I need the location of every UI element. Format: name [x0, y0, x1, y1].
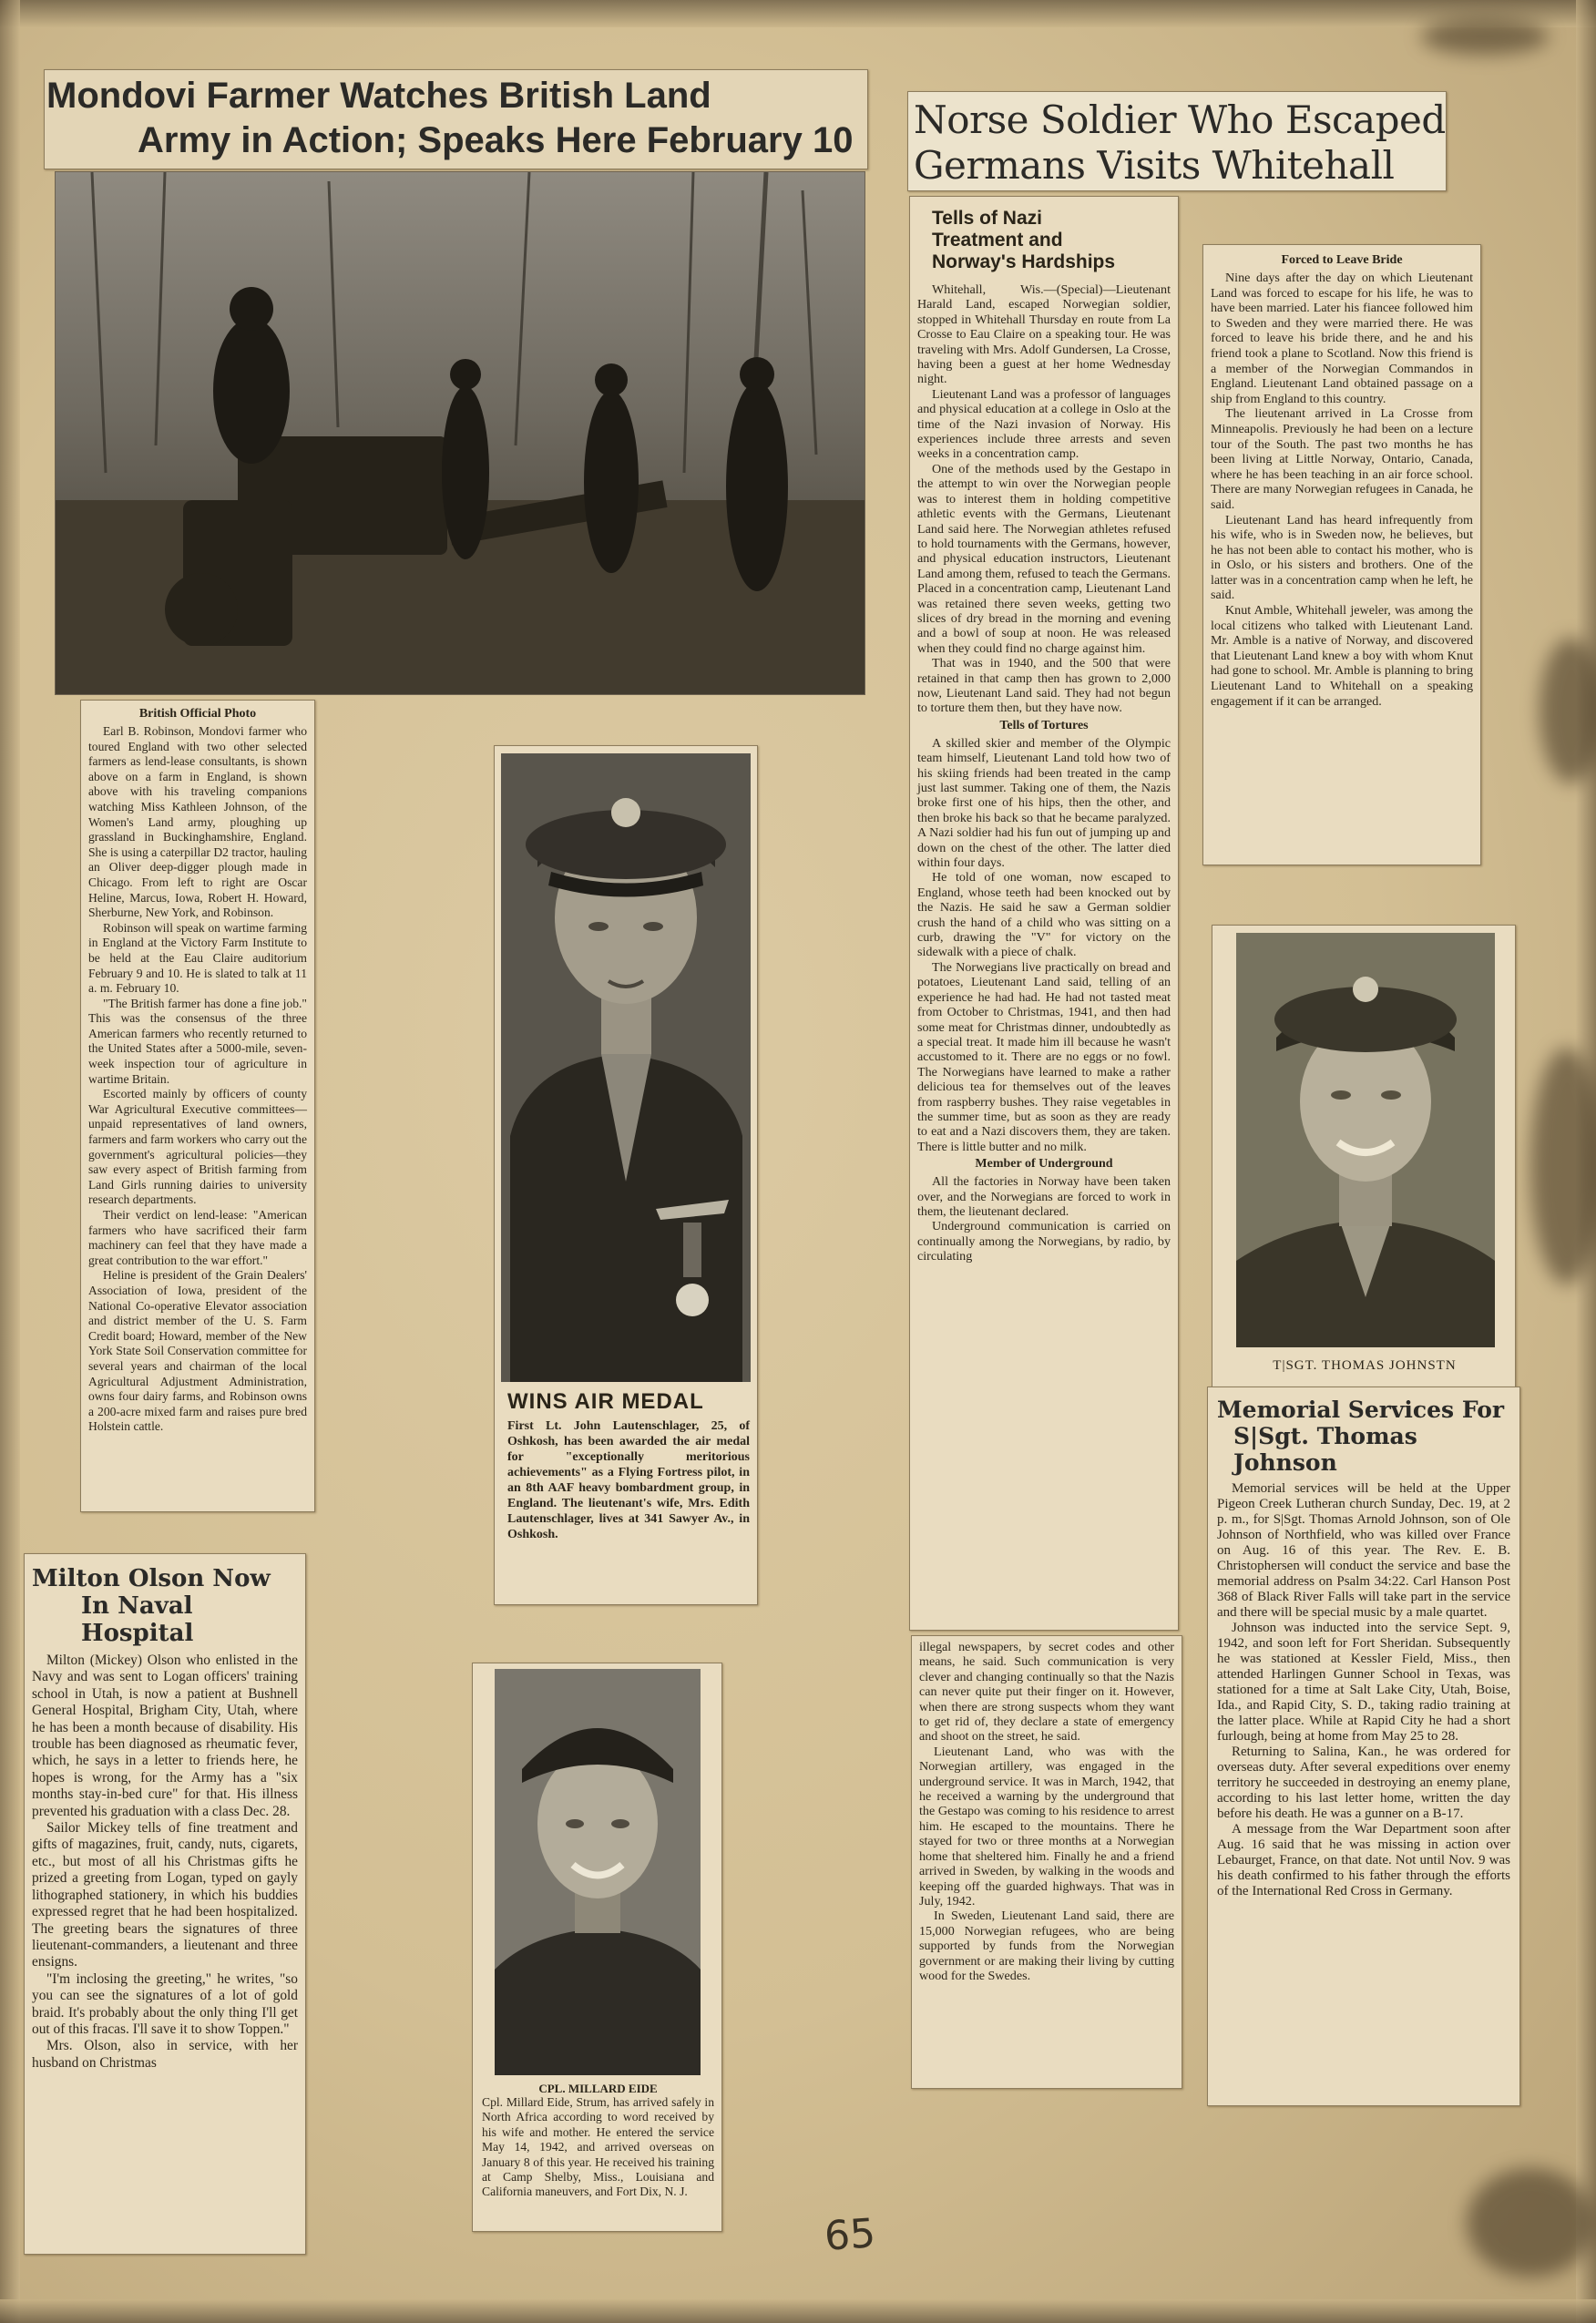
page-number: 65 [823, 2210, 877, 2260]
norse-headline-line2: Germans Visits Whitehall [914, 143, 1395, 188]
norse-headline-line1: Norse Soldier Who Escaped [914, 97, 1446, 142]
edge-stain [1530, 1048, 1596, 1284]
paragraph: Mrs. Olson, also in service, with her husband on Christmas [32, 2038, 298, 2071]
norse-body-2 [919, 1640, 1174, 1983]
air-medal-caption-text: First Lt. John Lautenschlager, 25, of Oshkosh, has been awarded the air medal for "exceptionally meritorious achievements" as a Flying Fortress pilot, in an 8th AAF heavy bombardment group, in England. The lieutenant's wife, Mrs. Edith Lautenschlager, lives at 341 Sawyer Av., in Oshkosh. [507, 1419, 750, 1541]
paragraph: All the factories in Norway have been taken over, and the Norwegians are forced to work in them, the lieutenant declared. [917, 1174, 1171, 1219]
johnson-portrait [1236, 933, 1495, 1347]
johnson-body [1217, 1481, 1510, 1899]
norse-subhead [932, 208, 1171, 273]
soldier-portrait-image [495, 1669, 701, 2075]
edge-stain [1421, 18, 1549, 55]
johnson-photo-clipping [1212, 925, 1516, 1387]
paragraph: Sailor Mickey tells of fine treatment and gifts of magazines, fruit, candy, nuts, cigarets, etc., but most of all his Christmas gifts he prized a greeting from Logan, typed on gayly lithographed stationery, in which his buddies expressed regret that he had been hospitalized. The greeting bears the signatures of three lieutenant-commanders, a lieutenant and three ensigns. [32, 1820, 298, 1970]
paragraph: Lieutenant Land has heard infrequently from his wife, who is in Sweden now, he believes, but he has not been able to contact his mother, who is in Oslo, or his sisters and brothers. One of the latter was in a concentration camp when he left, he said. [1211, 512, 1473, 603]
paragraph: Milton (Mickey) Olson who enlisted in the Navy and was sent to Logan officers' training school in Utah, is now a patient at Bushnell General Hospital, Brigham City, Utah, where he has been a month because of disability. His trouble has been diagnosed as rheumatic fever, which, he says in a letter to friends here, he hopes is wrong, for the Army has a "six months stay-in-bed cure" for that. His illness prevented his graduation with a class Dec. 28. [32, 1653, 298, 1819]
eide-portrait [495, 1669, 701, 2075]
paragraph: Knut Amble, Whitehall jeweler, was among the local citizens who talked with Lieutenant Land. Mr. Amble is a native of Norway, and discovered that Lieutenant Land knew a boy with whom Knut had gone to school. Mr. Amble is planning to bring Lieutenant Land to Whitehall on a speaking engagement if it can be arranged. [1211, 603, 1473, 709]
paragraph: Johnson was inducted into the service Sept. 9, 1942, and soon left for Fort Sheridan. Subsequently he was stationed at Kessler Field, Miss., then attended Harlingen Gunner School in Texas, was stationed for a time at Salt Lake City, Utah, Boise, Ida., and Rapid City, S. D., taking radio training at the latter place. While at Rapid City he had a short furlough, being at home from May 25 to 28. [1217, 1621, 1510, 1744]
paragraph: Returning to Salina, Kan., he was ordered for overseas duty. After several expeditions over enemy territory he succeeded in destroying an enemy plane, according to his last letter home, written the day before his death. He was a gunner on a B-17. [1217, 1745, 1510, 1821]
paragraph: A skilled skier and member of the Olympic team himself, Lieutenant Land told how two of his skiing friends had been treated in the camp just last summer. Taking one of them, the Nazis broke first one of his hips, then the other, and then broke his back so that he became paralyzed. A Nazi soldier had his fun out of jumping up and down on the chest of the other. The latter died within four days. [917, 735, 1171, 871]
mondovi-farm-photo [55, 171, 865, 695]
lautenschlager-clipping [494, 745, 758, 1605]
johnson-headline-line2: S|Sgt. Thomas Johnson [1233, 1423, 1417, 1476]
edge-stain [1467, 2168, 1594, 2277]
eide-caption-text: Cpl. Millard Eide, Strum, has arrived safely in North Africa according to word received by his wife and mother. He entered the service May 14, 1942, and arrived overseas on January 8 of this year. He received his training at Camp Shelby, Miss., Louisiana and California maneuvers, and Fort Dix, N. J. [482, 2095, 714, 2199]
edge-stain [1540, 638, 1596, 783]
norse-body-1 [917, 282, 1171, 1264]
paragraph: Underground communication is carried on continually among the Norwegians, by radio, by circulating [917, 1219, 1171, 1264]
paragraph: In Sweden, Lieutenant Land said, there are 15,000 Norwegian refugees, who are being supported by funds from the Norwegian government or are making their living by cutting wood for the Swedes. [919, 1909, 1174, 1983]
norse-column-1 [909, 196, 1179, 1631]
eide-caption-title: CPL. MILLARD EIDE [538, 2082, 658, 2095]
paragraph: Nine days after the day on which Lieutenant Land was forced to escape for his life, he was to have been married. Later his fiancee followed him to Sweden and they were married there. He was forced to leave his bride there, and he and his friend took a plane to Scotland. Now this friend is a member of the Norwegian Commandos in England. Lieutenant Land obtained passage on a ship from England to this country. [1211, 271, 1473, 406]
photo-credit: British Official Photo [138, 707, 257, 721]
olson-body [32, 1653, 298, 2072]
paragraph: The Norwegians live practically on bread and potatoes, Lieutenant Land said, telling of an experience he had had. He had not tasted meat from October to Christmas, 1941, and then had some meat for Christmas dinner, undoubtedly as a special treat. It made him ill because he wasn't accustomed to it. There are no eggs or no fowl. The Norwegians have learned to make a rather delicious tea for themselves out of the leaves from raspberry bushes. They raise vegetables in the summer time, but as soon as they are ready to eat and a Nazi discovers them, they are taken. There is little butter and no milk. [917, 959, 1171, 1154]
johnson-headline-line1: Memorial Services For [1217, 1397, 1505, 1423]
paragraph: "I'm inclosing the greeting," he writes, "so you can see the signatures of a lot of gold braid. It's probably about the only thing I'll get out of this fracas. I'll save it to show Toppen." [32, 1970, 298, 2037]
mondovi-headline-line1: Mondovi Farmer Watches British Land [46, 76, 711, 116]
soldier-portrait-image [501, 753, 751, 1382]
paragraph: illegal newspapers, by secret codes and other means, he said. Such communication is very clever and changing continually so that the Nazis can never quite put their finger on it. However, when there are strong suspects whom they want to get rid of, they declare a state of emergency and shoot on the street, he said. [919, 1640, 1174, 1745]
mondovi-body [88, 724, 307, 1435]
paragraph: Heline is president of the Grain Dealers' Association of Iowa, president of the National Co-operative Elevator association and district member of the U. S. Farm Credit board; Howard, member of the New York State Soil Conservation committee for several years and chairman of the local Agricultural Adjustment Administration, owns four dairy farms, and Robinson owns a 200-acre mixed farm and raises pure bred Holstein cattle. [88, 1268, 307, 1434]
paragraph: Lieutenant Land was a professor of languages and physical education at a college in Oslo at the time of the Nazi invasion of Norway. His experiences include three arrests and seven weeks in a concentration camp. [917, 386, 1171, 462]
subhead-bride: Forced to Leave Bride [1281, 253, 1403, 267]
norse-column-2 [1202, 244, 1481, 865]
mondovi-headline-clipping [44, 69, 868, 169]
subhead-tortures: Tells of Tortures [999, 718, 1089, 732]
paragraph: Whitehall, Wis.—(Special)—Lieutenant Harald Land, escaped Norwegian soldier, stopped in Whitehall Thursday en route from La Crosse to Eau Claire on a speaking tour. He was traveling with Mrs. Adolf Gundersen, La Crosse, having been a guest at her home Wednesday night. [917, 282, 1171, 387]
johnson-memorial-clipping [1207, 1387, 1520, 2106]
farm-scene-image [56, 172, 865, 695]
johnson-photo-caption: T|SGT. THOMAS JOHNSTN [1273, 1358, 1457, 1373]
eide-clipping [472, 1663, 722, 2232]
page-edge-left [0, 0, 20, 2323]
subhead-line: Norway's Hardships [932, 251, 1116, 272]
mondovi-headline-line2: Army in Action; Speaks Here February 10 [138, 120, 854, 160]
subhead-line: Tells of Nazi [932, 208, 1042, 229]
paragraph: He told of one woman, now escaped to England, whose teeth had been knocked out by the Nazis. He said he saw a German soldier crush the hand of a child who was sitting on a curb, drawing the "V" for victory on the sidewalk with a piece of chalk. [917, 870, 1171, 960]
paragraph: Earl B. Robinson, Mondovi farmer who toured England with two other selected farmers as lend-lease consultants, is shown above on a farm in England, is shown above with his traveling companions watching Miss Kathleen Johnson, of the Women's Land army, ploughing up grassland in Buckinghamshire, England. She is using a caterpillar D2 tractor, hauling an Oliver deep-digger plough made in Chicago. From left to right are Oscar Heline, Marcus, Iowa, Robert H. Howard, Sherburne, New York, and Robinson. [88, 724, 307, 920]
paragraph: One of the methods used by the Gestapo in the attempt to win over the Norwegian people was to interest them in holding competitive athletic events with the Germans, Lieutenant Land said here. The Norwegian athletes refused to hold tournaments with the Germans, however, and physical education instructors, Lieutenant Land among them, refused to teach the Germans. Placed in a concentration camp, Lieutenant Land was retained there seven weeks, getting two slices of dry bread in the morning and evening and a bowl of soup at noon. He was released when they could find no charge against him. [917, 461, 1171, 656]
norse-body-3 [1211, 271, 1473, 709]
paragraph: A message from the War Department soon after Aug. 16 said that he was missing in action over Lebaurget, France, on that date. Not until Nov. 9 was his death confirmed to his father through the efforts of the International Red Cross in Germany. [1217, 1822, 1510, 1898]
paragraph: Escorted mainly by officers of county War Agricultural Executive committees—unpaid representatives of land owners, farmers and farm workers who carry out the government's agricultural policies—they saw every aspect of British farming from Land Girls running dairies to university research departments. [88, 1087, 307, 1207]
paragraph: Robinson will speak on wartime farming in England at the Victory Farm Institute to be held at the Eau Claire auditorium February 9 and 10. He is slated to talk at 11 a. m. February 10. [88, 920, 307, 996]
soldier-portrait-image [1236, 933, 1495, 1347]
page-edge-top [0, 0, 1596, 27]
paragraph: Memorial services will be held at the Upper Pigeon Creek Lutheran church Sunday, Dec. 19, at 2 p. m., for S|Sgt. Thomas Arnold Johnson, son of Ole Johnson of Northfield, who was killed over France on Aug. 16 of this year. The Rev. E. B. Christophersen will conduct the service and base the memorial address on Psalm 34:22. Carl Hanson Post 368 of Black River Falls will take part in the service and there will be special music by a male quartet. [1217, 1481, 1510, 1620]
subhead-line: Treatment and [932, 230, 1063, 251]
mondovi-article-body [80, 700, 315, 1512]
paragraph: "The British farmer has done a fine job." This was the consensus of the three American farmers who recently returned to the United States after a 5000-mile, seven-week inspection tour of agriculture in wartime Britain. [88, 996, 307, 1086]
paragraph: That was in 1940, and the 500 that were retained in that camp then has grown to 2,000 now, Lieutenant Land said. They had not begun to torture them then, but they have now. [917, 656, 1171, 716]
norse-headline-clipping [907, 91, 1447, 191]
paragraph: Their verdict on lend-lease: "American farmers who have sacrificed their farm machinery can feel that they have made a great contribution to the war effort." [88, 1208, 307, 1267]
subhead-underground: Member of Underground [975, 1157, 1113, 1172]
page-edge-bottom [0, 2299, 1596, 2323]
lautenschlager-portrait [501, 753, 751, 1382]
paragraph: Lieutenant Land, who was with the Norwegian artillery, was engaged in the underground service. It was in March, 1942, that he received a warning by the underground that the Gestapo was coming to his residence to arrest him. He escaped to the mountains. There he stayed for two or three months at a Norwegian home that sheltered him. Finally he and a friend arrived in Sweden, by walking in the woods and keeping off the guarded highways. That was in July, 1942. [919, 1744, 1174, 1909]
norse-column-1-continued [911, 1635, 1182, 2089]
olson-headline-line2: In Naval Hospital [81, 1592, 194, 1647]
air-medal-caption-title: WINS AIR MEDAL [507, 1389, 704, 1414]
paragraph: The lieutenant arrived in La Crosse from Minneapolis. Previously he had been on a lecture tour of the South. The past two months he has been living at Little Norway, Ontario, Canada, where he has been teaching in an air force school. There are many Norwegian refugees in Canada, he said. [1211, 406, 1473, 512]
olson-headline-line1: Milton Olson Now [32, 1565, 271, 1592]
olson-clipping [24, 1553, 306, 2255]
